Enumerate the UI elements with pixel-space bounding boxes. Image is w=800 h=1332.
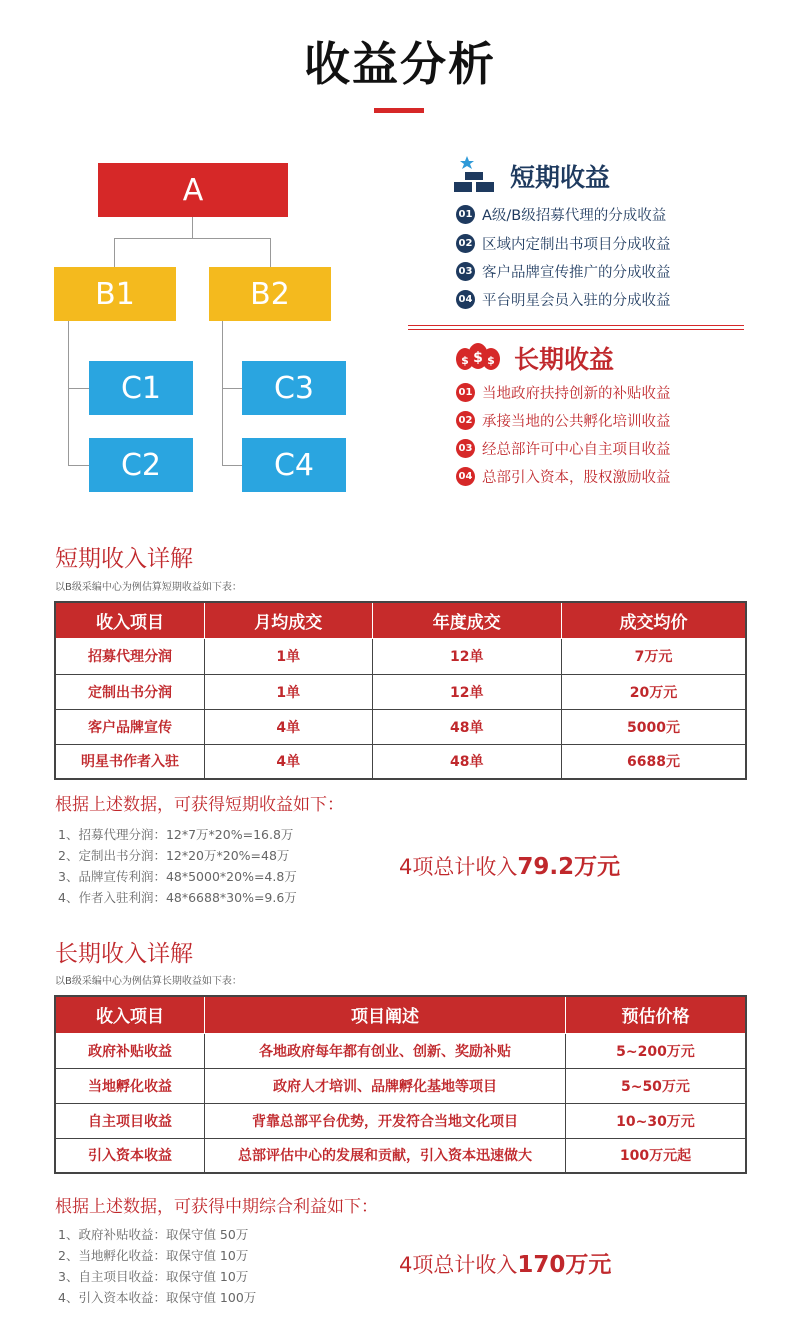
table-cell: 48单 — [372, 744, 561, 779]
table-row — [55, 1103, 746, 1138]
calc-line: 4、引入资本收益：取保守值 100万 — [58, 1290, 257, 1305]
table-cell: 5000元 — [561, 709, 746, 744]
table-cell: 20万元 — [561, 674, 746, 709]
table-cell: 12单 — [372, 638, 561, 674]
short-detail-note: 以B级采编中心为例估算短期收益如下表： — [55, 582, 242, 593]
section-divider — [408, 325, 744, 326]
table-row — [55, 1068, 746, 1103]
long-term-item — [456, 382, 671, 403]
table-cell: 1单 — [205, 674, 372, 709]
org-node-b1: B1 — [54, 267, 176, 321]
money-bags-icon — [454, 338, 502, 378]
short-calc-list — [58, 824, 297, 908]
number-badge: 04 — [456, 467, 475, 486]
long-result-heading: 根据上述数据，可获得中期综合利益如下： — [55, 1197, 378, 1217]
table-cell: 各地政府每年都有创业、创新、奖励补贴 — [205, 1033, 566, 1068]
long-term-item — [456, 410, 671, 431]
table-row — [55, 638, 746, 674]
table-cell: 明星书作者入驻 — [55, 744, 205, 779]
number-badge: 04 — [456, 290, 475, 309]
short-detail-heading: 短期收入详解 — [55, 546, 193, 572]
table-header-row — [55, 996, 746, 1033]
table-row — [55, 1138, 746, 1173]
table-cell: 当地孵化收益 — [55, 1068, 205, 1103]
long-term-item-text: 当地政府扶持创新的补贴收益 — [482, 386, 671, 402]
number-badge: 03 — [456, 439, 475, 458]
long-total — [399, 1246, 611, 1279]
page-title: 收益分析 — [304, 37, 496, 91]
table-cell: 1单 — [205, 638, 372, 674]
short-term-item — [456, 233, 671, 254]
table-cell: 自主项目收益 — [55, 1103, 205, 1138]
table-header: 月均成交 — [205, 602, 372, 638]
org-node-c2: C2 — [89, 438, 193, 492]
svg-text:$: $ — [461, 354, 469, 367]
table-header: 收入项目 — [55, 996, 205, 1033]
long-term-item-text: 经总部许可中心自主项目收益 — [482, 442, 671, 458]
total-value: 170万元 — [517, 1252, 612, 1278]
short-term-item — [456, 261, 671, 282]
table-cell: 总部评估中心的发展和贡献，引入资本迅速做大 — [205, 1138, 566, 1173]
long-calc-list — [58, 1224, 256, 1308]
calc-line: 1、政府补贴收益：取保守值 50万 — [58, 1227, 249, 1242]
table-row — [55, 744, 746, 779]
calc-line: 3、品牌宣传利润：48*5000*20%=4.8万 — [58, 869, 297, 884]
long-detail-note: 以B级采编中心为例估算长期收益如下表： — [55, 976, 242, 987]
total-label: 4项总计收入 — [399, 855, 518, 879]
table-cell: 5~200万元 — [565, 1033, 746, 1068]
table-cell: 引入资本收益 — [55, 1138, 205, 1173]
table-cell: 政府补贴收益 — [55, 1033, 205, 1068]
org-node-c4: C4 — [242, 438, 346, 492]
table-row — [55, 709, 746, 744]
long-term-item-text: 承接当地的公共孵化培训收益 — [482, 414, 671, 430]
long-term-title: 长期收益 — [514, 345, 615, 374]
short-term-item-text: A级/B级招募代理的分成收益 — [482, 208, 667, 224]
table-cell: 政府人才培训、品牌孵化基地等项目 — [205, 1068, 566, 1103]
long-term-item-text: 总部引入资本，股权激励收益 — [482, 470, 671, 486]
number-badge: 01 — [456, 205, 475, 224]
long-term-table — [54, 995, 747, 1174]
table-header: 项目阐述 — [205, 996, 566, 1033]
short-term-item-text: 区域内定制出书项目分成收益 — [482, 237, 671, 253]
table-cell: 10~30万元 — [565, 1103, 746, 1138]
table-header: 成交均价 — [561, 602, 746, 638]
svg-text:$: $ — [487, 354, 495, 367]
table-header: 收入项目 — [55, 602, 205, 638]
org-node-c3: C3 — [242, 361, 346, 415]
calc-line: 2、当地孵化收益：取保守值 10万 — [58, 1248, 249, 1263]
table-cell: 客户品牌宣传 — [55, 709, 205, 744]
table-header-row — [55, 602, 746, 638]
org-node-a: A — [98, 163, 288, 217]
calc-line: 4、作者入驻利润：48*6688*30%=9.6万 — [58, 890, 297, 905]
total-label: 4项总计收入 — [399, 1253, 518, 1277]
table-cell: 4单 — [205, 744, 372, 779]
long-term-item — [456, 466, 671, 487]
table-row — [55, 674, 746, 709]
table-cell: 5~50万元 — [565, 1068, 746, 1103]
short-term-item-text: 平台明星会员入驻的分成收益 — [482, 293, 671, 309]
calc-line: 2、定制出书分润：12*20万*20%=48万 — [58, 848, 290, 863]
org-node-c1: C1 — [89, 361, 193, 415]
short-term-item-text: 客户品牌宣传推广的分成收益 — [482, 265, 671, 281]
section-divider — [408, 329, 744, 330]
table-cell: 7万元 — [561, 638, 746, 674]
long-term-heading — [454, 338, 614, 378]
gold-bars-icon — [452, 152, 496, 200]
org-node-b2: B2 — [209, 267, 331, 321]
number-badge: 02 — [456, 234, 475, 253]
table-cell: 4单 — [205, 709, 372, 744]
number-badge: 02 — [456, 411, 475, 430]
short-term-heading — [452, 152, 610, 200]
svg-text:$: $ — [473, 350, 483, 366]
table-row — [55, 1033, 746, 1068]
total-value: 79.2万元 — [517, 854, 621, 880]
long-term-item — [456, 438, 671, 459]
table-cell: 6688元 — [561, 744, 746, 779]
long-detail-heading: 长期收入详解 — [55, 941, 193, 967]
short-term-title: 短期收益 — [510, 163, 611, 192]
table-header: 年度成交 — [372, 602, 561, 638]
number-badge: 03 — [456, 262, 475, 281]
table-cell: 12单 — [372, 674, 561, 709]
table-cell: 背靠总部平台优势，开发符合当地文化项目 — [205, 1103, 566, 1138]
table-cell: 48单 — [372, 709, 561, 744]
calc-line: 3、自主项目收益：取保守值 10万 — [58, 1269, 249, 1284]
table-cell: 定制出书分润 — [55, 674, 205, 709]
short-term-item — [456, 204, 666, 225]
table-cell: 100万元起 — [565, 1138, 746, 1173]
title-underline — [374, 108, 424, 113]
short-term-item — [456, 289, 671, 310]
short-term-table — [54, 601, 747, 780]
short-total — [399, 848, 620, 881]
short-result-heading: 根据上述数据，可获得短期收益如下： — [55, 795, 344, 815]
table-header: 预估价格 — [565, 996, 746, 1033]
table-cell: 招募代理分润 — [55, 638, 205, 674]
number-badge: 01 — [456, 383, 475, 402]
calc-line: 1、招募代理分润：12*7万*20%=16.8万 — [58, 827, 294, 842]
